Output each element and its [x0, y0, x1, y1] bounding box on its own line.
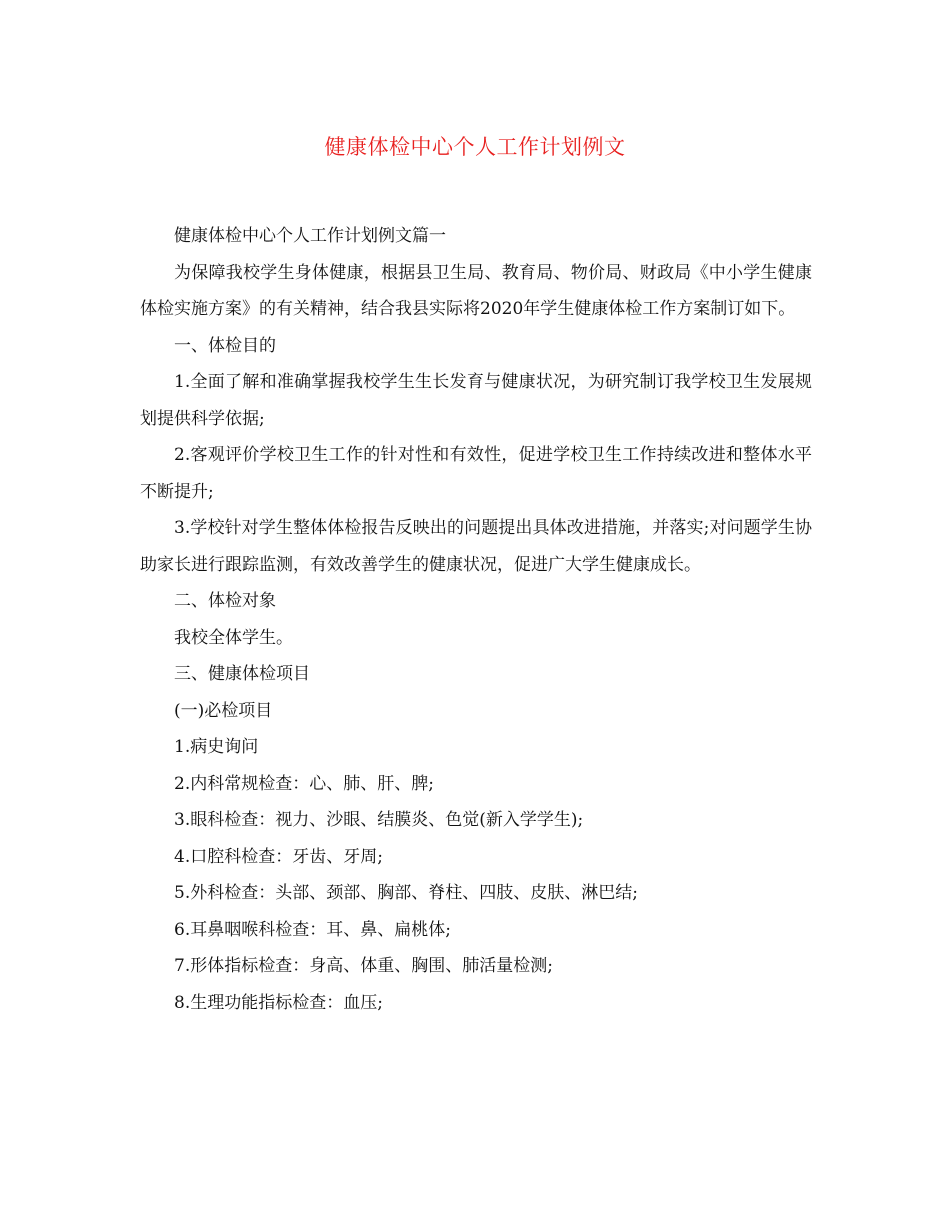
list-item: 6.耳鼻咽喉科检查：耳、鼻、扁桃体;	[174, 919, 451, 940]
paragraph-intro: 为保障我校学生身体健康，根据县卫生局、教育局、物价局、财政局《中小学生健康体检实施方案》的有关精神，结合我县实际将2020年学生健康体检工作方案制订如下。	[140, 262, 812, 319]
subheading-required-items: (一)必检项目	[174, 700, 273, 721]
list-item: 2.内科常规检查：心、肺、肝、脾;	[174, 773, 434, 794]
paragraph-purpose-3: 3.学校针对学生整体体检报告反映出的问题提出具体改进措施，并落实;对问题学生协助家长进行跟踪监测，有效改善学生的健康状况，促进广大学生健康成长。	[140, 518, 812, 575]
paragraph-target: 我校全体学生。	[174, 627, 293, 648]
heading-target: 二、体检对象	[174, 591, 276, 611]
list-item: 8.生理功能指标检查：血压;	[174, 992, 383, 1013]
paragraph-purpose-2: 2.客观评价学校卫生工作的针对性和有效性，促进学校卫生工作持续改进和整体水平不断提升;	[140, 445, 812, 502]
paragraph-section-heading: 健康体检中心个人工作计划例文篇一	[174, 226, 446, 246]
document-title: 健康体检中心个人工作计划例文	[324, 135, 626, 159]
list-item: 4.口腔科检查：牙齿、牙周;	[174, 846, 383, 867]
list-item: 3.眼科检查：视力、沙眼、结膜炎、色觉(新入学学生);	[174, 810, 584, 830]
list-item: 1.病史询问	[174, 737, 259, 757]
document-body	[140, 218, 812, 1021]
heading-purpose: 一、体检目的	[174, 335, 276, 356]
list-item: 5.外科检查：头部、颈部、胸部、脊柱、四肢、皮肤、淋巴结;	[174, 883, 638, 903]
heading-items: 三、健康体检项目	[174, 664, 310, 684]
paragraph-purpose-1: 1.全面了解和准确掌握我校学生生长发育与健康状况，为研究制订我学校卫生发展规划提供科学依据;	[140, 372, 812, 429]
list-item: 7.形体指标检查：身高、体重、胸围、肺活量检测;	[174, 956, 553, 976]
